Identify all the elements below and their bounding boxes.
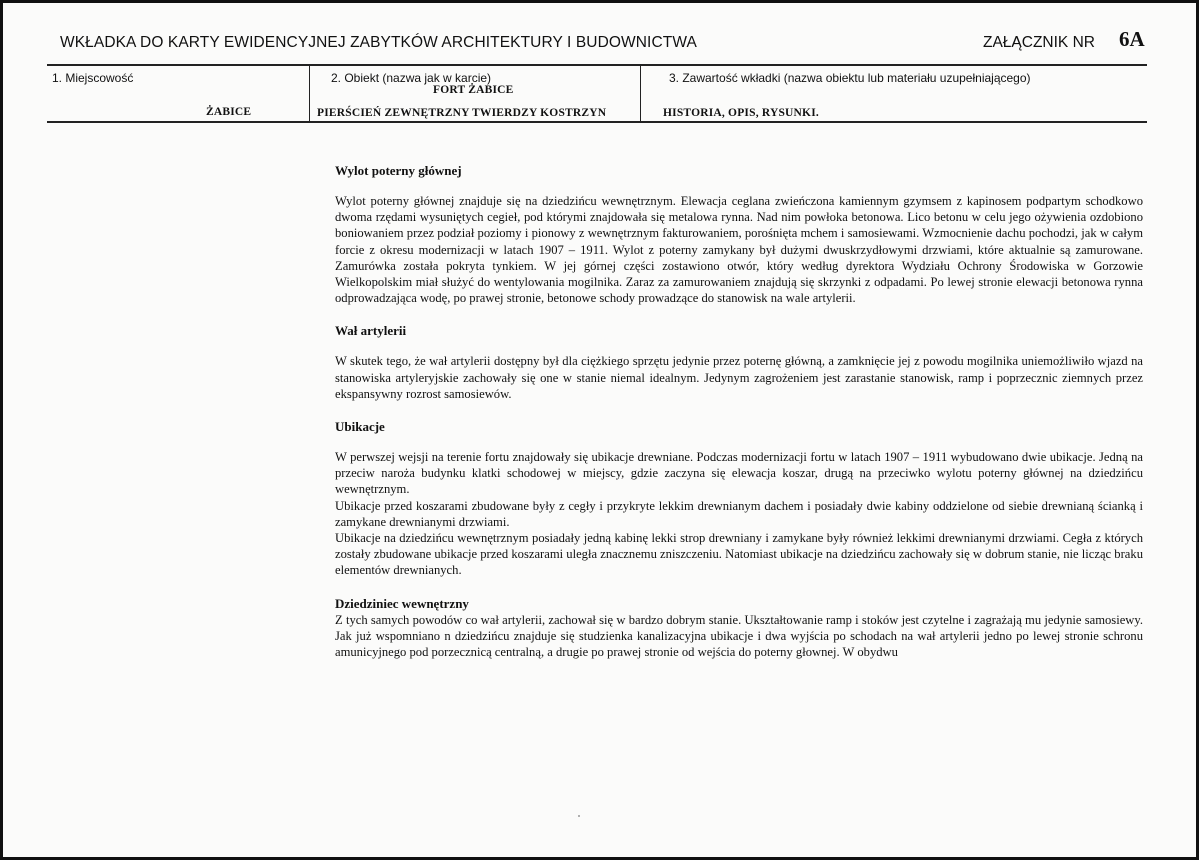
paragraph: W skutek tego, że wał artylerii dostępny był dla ciężkiego sprzętu jedynie przez poternę główną, a zamknięcie jej z powodu mogilnika uniemożliwiło wjazd na stanowiska artyleryjskie zachowały się one w stanie niemal idealnym. Jedynym zagrożeniem jest zarastanie stanowisk, ramp i poprzecznic ziemnych przez ekspansywny rozrost samosiewów. <box>335 354 1143 401</box>
section-heading: Dziedziniec wewnętrzny <box>335 595 469 611</box>
locality-label: 1. Miejscowość <box>52 71 134 85</box>
header-bottom-rule <box>47 121 1147 123</box>
paragraph: Wylot poterny głównej znajduje się na dziedzińcu wewnętrznym. Elewacja ceglana zwieńczona kamiennym gzymsem z kapinosem podpartym schodkowo dwoma rzędami wysuniętych cegieł, pod którymi znajdowała się metalowa rynna. Nad nim powłoka betonowa. Lico betonu w celu jego ożywienia ozdobiono boniowaniem przez podział poziomy i pionowy z wewnętrznym fakturowaniem, porośnięta mchem i samosiewami. Wzmocnienie dachu pochodzi, jak w całym forcie z okresu modernizacji w latach 1907 – 1911. Wylot z poterny zamykany był dużymi dwuskrzydłowymi drzwiami, które aktualnie są zamurowane. Zamurówka została pokryta tynkiem. W jej górnej części zostawiono otwór, który według dyrektora Wydziału Ochrony Środowiska w Gorzowie Wielkopolskim miał służyć do wentylowania mogilnika. Zaraz za zamurowaniem znajdują się skrzynki z odpadami. Po lewej stronie elewacji betonowa rynna odprowadzająca wodę, po prawej stronie, betonowe schody prowadzące do stanowisk na wale artylerii. <box>335 194 1143 306</box>
paragraph: Ubikacje przed koszarami zbudowane były z cegły i przykryte lekkim drewnianym dachem i posiadały dwie kabiny oddzielone od siebie drewnianą ścianką i zamykane drewnianymi drzwiami. <box>335 498 1143 529</box>
content-label: 3. Zawartość wkładki (nazwa obiektu lub materiału uzupełniającego) <box>669 71 1031 85</box>
annex-label: ZAŁĄCZNIK NR <box>983 34 1095 51</box>
form-title: WKŁADKA DO KARTY EWIDENCYJNEJ ZABYTKÓW ARCHITEKTURY I BUDOWNICTWA <box>60 34 697 51</box>
field-divider <box>640 66 641 122</box>
object-label: 2. Obiekt (nazwa jak w karcie) <box>331 71 492 85</box>
object-value-line2: PIERŚCIEŃ ZEWNĘTRZNY TWIERDZY KOSTRZYN <box>317 107 607 119</box>
locality-value: ŻABICE <box>206 106 252 118</box>
paragraph: Ubikacje na dziedzińcu wewnętrznym posiadały jedną kabinę lekki strop drewniany i zamykane były również lekkimi drewnianymi drzwiami. Cegła z których zostały zbudowane ubikacje przed koszarami uległa znacznemu zniszczeniu. Natomiast ubikacje na dziedzińcu zachowały się w dobrum stanie, nie licząc braku elementów drewnianych. <box>335 531 1143 578</box>
field-divider <box>309 66 310 122</box>
paragraph: Z tych samych powodów co wał artylerii, zachował się w bardzo dobrym stanie. Ukształtowanie ramp i stoków jest czytelne i zagrażają mu jedynie samosiewy. Jak już wspomniano n dziedzińcu znajduje się studzienka kanalizacyjna ubikacje i dwa wyjścia po schodach na wał artylerii jedno po lewej stronie schronu amunicyjnego pod porzecznicą centralną, a drugie po prawej stronie od wejścia do poterny głownej. W obydwu <box>335 612 1143 660</box>
document-body <box>335 163 1143 660</box>
header-top-rule <box>47 64 1147 66</box>
object-value-line1: FORT ŻABICE <box>433 84 514 96</box>
section-heading: Wylot poterny głównej <box>335 163 462 178</box>
paragraph: W perwszej wejsji na terenie fortu znajdowały się ubikacje drewniane. Podczas modernizacji fortu w latach 1907 – 1911 wybudowano dwie ubikacje. Jedną na przeciw naroża budynku klatki schodowej w miejscy, gdzie zaczyna się elewacja koszar, drugą na przeciwko wylotu poterny głównej na dziedzińcu wewnętrznym. <box>335 450 1143 497</box>
annex-number: 6A <box>1119 27 1145 51</box>
section-heading: Wał artylerii <box>335 323 407 339</box>
scan-speck <box>578 815 580 817</box>
content-value: HISTORIA, OPIS, RYSUNKI. <box>663 107 819 119</box>
section-heading: Ubikacje <box>335 419 385 435</box>
